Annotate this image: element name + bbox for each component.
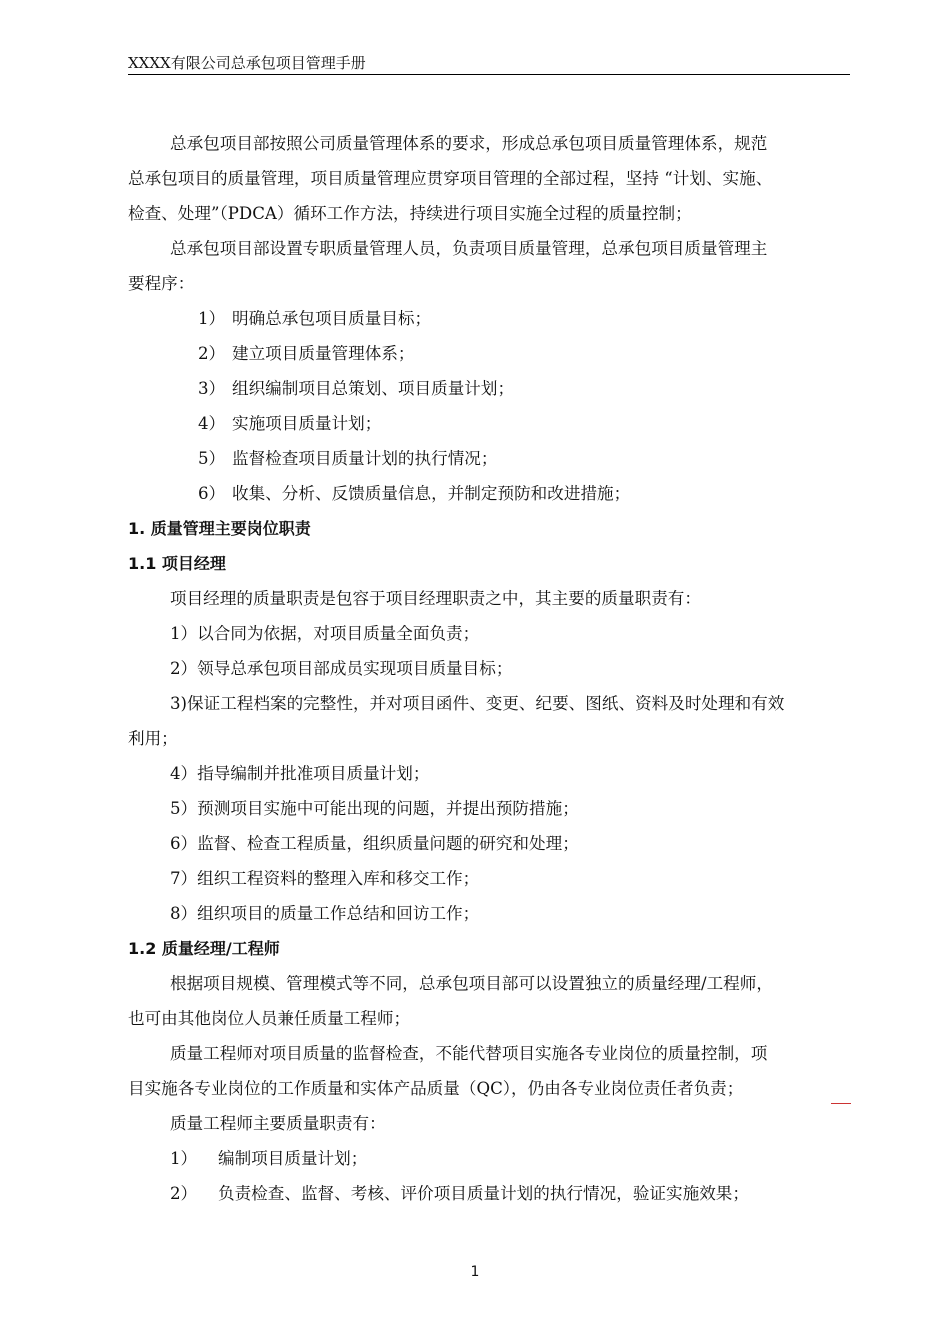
procedure-item	[128, 441, 850, 476]
item-text: 实施项目质量计划；	[232, 414, 382, 433]
qe-duty-item	[128, 1176, 850, 1211]
duty-item-continuation: 利用；	[128, 729, 178, 748]
procedure-item	[128, 301, 850, 336]
item-text: 监督检查项目质量计划的执行情况；	[232, 449, 498, 468]
paragraph-line: 也可由其他岗位人员兼任质量工程师；	[128, 1009, 411, 1028]
duty-item: 1）以合同为依据，对项目质量全面负责；	[170, 624, 480, 643]
paragraph-line: 检查、处理”（PDCA）循环工作方法，持续进行项目实施全过程的质量控制；	[128, 204, 692, 223]
item-text: 负责检查、监督、考核、评价项目质量计划的执行情况，验证实施效果；	[218, 1184, 749, 1203]
paragraph-line: 目实施各专业岗位的工作质量和实体产品质量（QC），仍由各专业岗位责任者负责；	[128, 1079, 744, 1098]
item-number: 1）	[170, 1149, 198, 1168]
section-heading: 1. 质量管理主要岗位职责	[128, 519, 311, 538]
paragraph-line: 根据项目规模、管理模式等不同，总承包项目部可以设置独立的质量经理/工程师，	[170, 974, 773, 993]
procedure-item	[128, 336, 850, 371]
item-number: 2）	[198, 344, 226, 363]
item-text: 明确总承包项目质量目标；	[232, 309, 432, 328]
item-number: 3）	[198, 379, 226, 398]
subsection-heading: 1.2 质量经理/工程师	[128, 939, 280, 958]
paragraph-line: 质量工程师主要质量职责有：	[170, 1114, 386, 1133]
duty-item: 3)保证工程档案的完整性，并对项目函件、变更、纪要、图纸、资料及时处理和有效	[170, 694, 785, 713]
page-header: XXXX有限公司总承包项目管理手册	[128, 52, 850, 75]
item-number: 6）	[198, 484, 226, 503]
procedure-item	[128, 371, 850, 406]
item-text: 编制项目质量计划；	[218, 1149, 368, 1168]
duty-item: 5）预测项目实施中可能出现的问题，并提出预防措施；	[170, 799, 579, 818]
procedure-item	[128, 476, 850, 511]
duty-item: 6）监督、检查工程质量，组织质量问题的研究和处理；	[170, 834, 579, 853]
paragraph-line: 项目经理的质量职责是包容于项目经理职责之中，其主要的质量职责有：	[170, 589, 701, 608]
item-text: 收集、分析、反馈质量信息，并制定预防和改进措施；	[232, 484, 631, 503]
procedure-item	[128, 406, 850, 441]
subsection-heading: 1.1 项目经理	[128, 554, 226, 573]
paragraph-line: 总承包项目部按照公司质量管理体系的要求，形成总承包项目质量管理体系，规范	[170, 134, 768, 153]
qe-duty-item	[128, 1141, 850, 1176]
item-number: 4）	[198, 414, 226, 433]
duty-item: 2）领导总承包项目部成员实现项目质量目标；	[170, 659, 513, 678]
item-number: 5）	[198, 449, 226, 468]
paragraph-line: 总承包项目的质量管理，项目质量管理应贯穿项目管理的全部过程，坚持 “计划、实施、	[128, 169, 773, 188]
document-body	[128, 126, 850, 1211]
item-number: 1）	[198, 309, 226, 328]
item-number: 2）	[170, 1184, 198, 1203]
page-number: 1	[470, 1264, 480, 1280]
paragraph-line: 总承包项目部设置专职质量管理人员，负责项目质量管理，总承包项目质量管理主	[170, 239, 768, 258]
duty-item: 8）组织项目的质量工作总结和回访工作；	[170, 904, 480, 923]
revision-mark	[831, 1103, 851, 1104]
item-text: 组织编制项目总策划、项目质量计划；	[232, 379, 515, 398]
item-text: 建立项目质量管理体系；	[232, 344, 415, 363]
paragraph-line: 质量工程师对项目质量的监督检查，不能代替项目实施各专业岗位的质量控制，项	[170, 1044, 768, 1063]
duty-item: 7）组织工程资料的整理入库和移交工作；	[170, 869, 480, 888]
duty-item: 4）指导编制并批准项目质量计划；	[170, 764, 430, 783]
paragraph-line: 要程序：	[128, 274, 195, 293]
